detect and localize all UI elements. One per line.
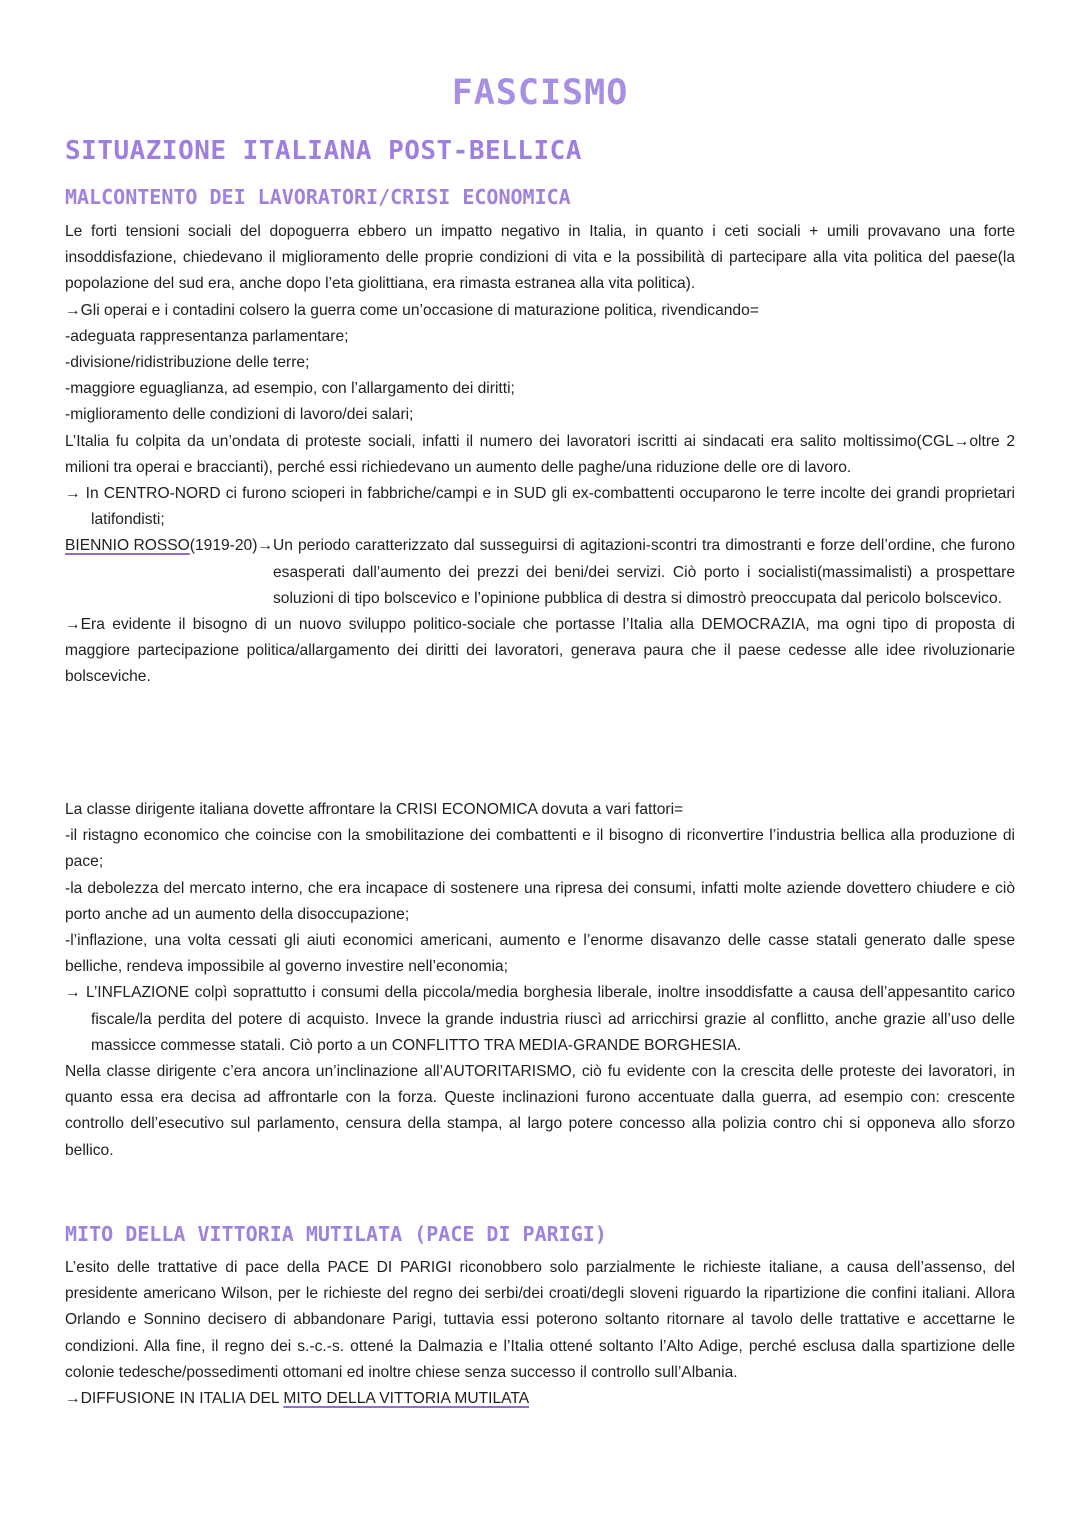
democracy-paragraph: →Era evidente il bisogno di un nuovo sviluppo politico-sociale che portasse l’Italia alla DEMOCRAZIA, ma ogni tipo di proposta di maggiore partecipazione politica/allargamento dei diritti dei lavoratori, generava paura che il paese cedesse alle idee rivoluzionarie bolsceviche.: [65, 616, 1015, 686]
claims-intro: →Gli operai e i contadini colsero la guerra come un’occasione di maturazione politica, rivendicando=: [65, 301, 759, 319]
strikes-paragraph: → In CENTRO-NORD ci furono scioperi in fabbriche/campi e in SUD gli ex-combattenti occuparono le terre incolte dei grandi proprietari latifondisti;: [65, 485, 1015, 529]
document-title: FASCISMO: [451, 73, 629, 113]
claim-item: -divisione/ridistribuzione delle terre;: [65, 354, 310, 372]
section-body-crisis: [65, 797, 1015, 1164]
biennio-rosso-term: BIENNIO ROSSO: [65, 537, 190, 555]
conclusion-term: MITO DELLA VITTORIA MUTILATA: [283, 1390, 530, 1408]
section-body-workers: [65, 219, 1015, 691]
authoritarianism-paragraph: Nella classe dirigente c’era ancora un’inclinazione all’AUTORITARISMO, ciò fu evidente con la crescita delle proteste dei lavoratori, in quanto essa era decisa ad affrontarle con la forza. Queste inclinazioni furono accentuate dalla guerra, ad esempio con: crescente controllo dell’esecutivo sul parlamento, censura della stampa, al largo potere concesso alla polizia contro chi si opponeva allo sforzo bellico.: [65, 1063, 1015, 1159]
subheading-mutilated-victory: MITO DELLA VITTORIA MUTILATA (PACE DI PARIGI): [65, 1222, 607, 1246]
subheading-workers-crisis: MALCONTENTO DEI LAVORATORI/CRISI ECONOMICA: [65, 185, 571, 209]
conclusion-prefix: →DIFFUSIONE IN ITALIA DEL: [65, 1390, 284, 1408]
biennio-rosso-text: Un periodo caratterizzato dal susseguirsi di agitazioni-scontri tra dimostranti e forze dell’ordine, che furono esasperati dall’aumento dei prezzi dei beni/dei servizi. Ciò porto i socialisti(massimalisti) a prospettare soluzioni di tipo bolscevico e l’opinione pubblica di destra si dimostrò preoccupata dal pericolo bolscevico.: [273, 537, 1015, 607]
protests-paragraph: L’Italia fu colpita da un’ondata di proteste sociali, infatti il numero dei lavoratori iscritti ai sindacati era salito moltissimo(CGL→oltre 2 milioni tra operai e braccianti), perché essi richiedevano un aumento delle paghe/una riduzione delle ore di lavoro.: [65, 432, 1015, 476]
claim-item: -adeguata rappresentanza parlamentare;: [65, 327, 349, 345]
inflation-paragraph: → L’INFLAZIONE colpì soprattutto i consumi della piccola/media borghesia liberale, inoltre insoddisfatte a causa dell’appesantito carico fiscale/la perdita del potere di acquisto. Invece la grande industria riuscì ad arricchirsi grazie al conflitto, anche grazie all’uso delle massicce commesse statali. Ciò porto a un CONFLITTO TRA MEDIA-GRANDE BORGHESIA.: [65, 984, 1015, 1054]
biennio-rosso-definition: [65, 533, 1015, 612]
intro-paragraph: Le forti tensioni sociali del dopoguerra ebbero un impatto negativo in Italia, in quanto i ceti sociali + umili provavano una forte insoddisfazione, chiedevano il miglioramento delle proprie condizioni di vita e la possibilità di partecipare alla vita politica del paese(la popolazione del sud era, anche dopo l’eta giolittiana, era rimasta estranea alla vita politica).: [65, 223, 1015, 293]
crisis-intro: La classe dirigente italiana dovette affrontare la CRISI ECONOMICA dovuta a vari fattori=: [65, 801, 684, 818]
claim-item: -maggiore eguaglianza, ad esempio, con l’allargamento dei diritti;: [65, 380, 515, 398]
section-body-peace: [65, 1255, 1015, 1412]
section-heading-post-war: SITUAZIONE ITALIANA POST-BELLICA: [65, 136, 582, 166]
conclusion-line: [65, 1386, 1015, 1412]
crisis-factor: -la debolezza del mercato interno, che era incapace di sostenere una ripresa dei consumi, infatti molte aziende dovettero chiudere e ciò porto anche ad un aumento della disoccupazione;: [65, 879, 1015, 923]
crisis-factor: -il ristagno economico che coincise con la smobilitazione dei combattenti e il bisogno di riconvertire l’industria bellica alla produzione di pace;: [65, 827, 1015, 871]
biennio-rosso-label: [65, 533, 273, 612]
biennio-rosso-years: (1919-20)→: [189, 537, 273, 555]
peace-paragraph: L’esito delle trattative di pace della PACE DI PARIGI riconobbero solo parzialmente le richieste italiane, a causa dell’assenso, del presidente americano Wilson, per le richieste del regno dei serbi/dei croati/degli sloveni riguardo la ripartizione die confini italiani. Allora Orlando e Sonnino decisero di abbandonare Parigi, tuttavia essi poterono soltanto ritornare al tavolo delle trattative e accettarne le condizioni. Alla fine, il regno dei s.-c.-s. ottené la Dalmazia e l’Italia ottené soltanto l’Alto Adige, perché esclusa dalla spartizione delle colonie tedesche/possedimenti ottomani ed inoltre chiese senza successo il controllo sull’Albania.: [65, 1259, 1015, 1381]
claim-item: -miglioramento delle condizioni di lavoro/dei salari;: [65, 406, 414, 424]
crisis-factor: -l’inflazione, una volta cessati gli aiuti economici americani, aumento e l’enorme disavanzo delle casse statali generato dalle spese belliche, rendeva impossibile al governo investire nell’economia;: [65, 932, 1015, 976]
